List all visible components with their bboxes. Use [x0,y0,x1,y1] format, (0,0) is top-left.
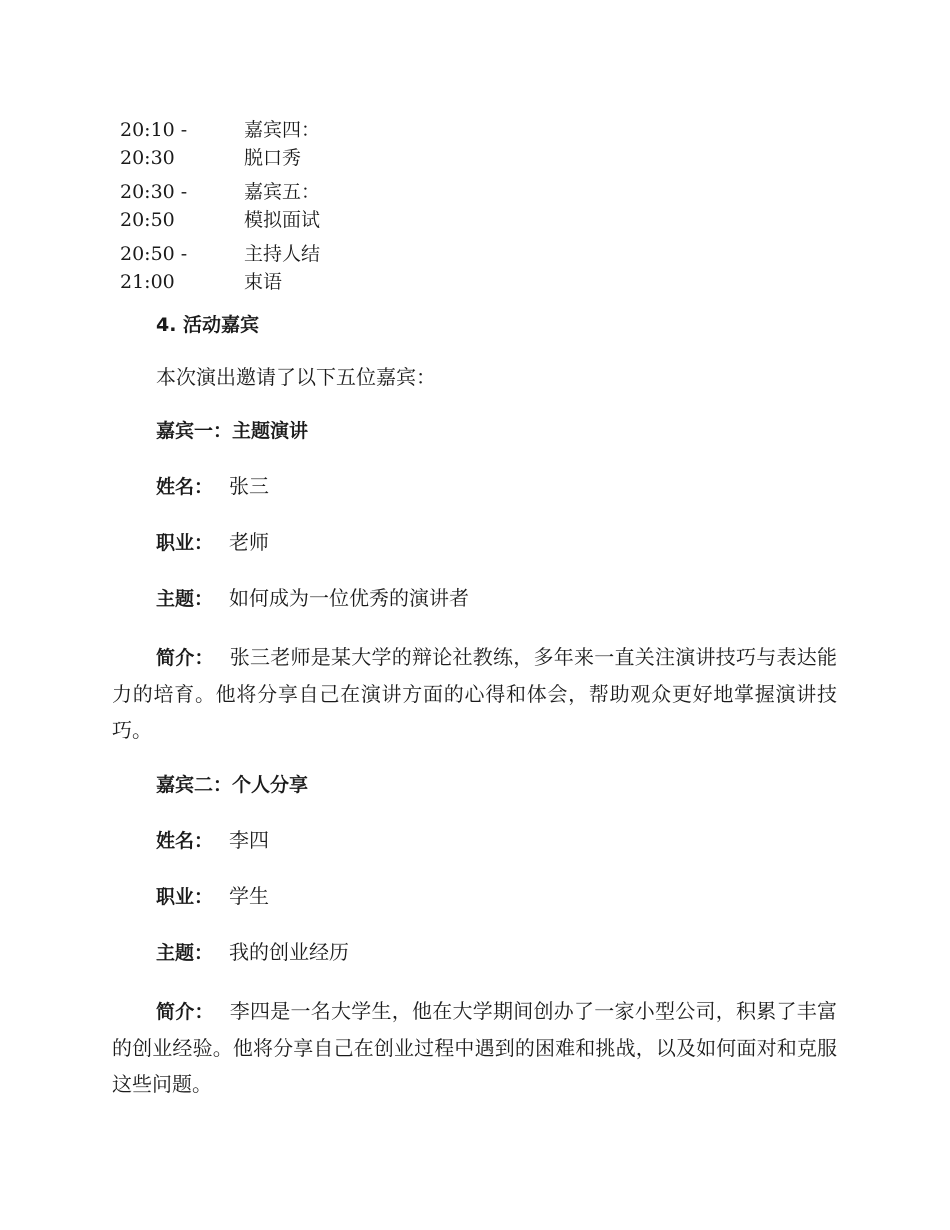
field-value: 老师 [229,530,270,554]
schedule-row [120,116,380,172]
schedule-item [244,178,344,234]
item-line: 嘉宾四： [244,119,321,141]
main-content [112,310,837,1124]
bio-text: 李四是一名大学生，他在大学期间创办了一家小型公司，积累了丰富的创业经验。他将分享自己在创业过程中遇到的困难和挑战，以及如何面对和克服这些问题。 [112,999,837,1096]
item-line: 嘉宾五： [244,181,321,203]
field-label: 姓名： [156,830,214,852]
field-value: 学生 [229,884,270,908]
item-line: 模拟面试 [244,209,321,231]
field-value: 我的创业经历 [229,940,350,964]
field-label: 简介： [156,1001,214,1023]
time-end: 21:00 [120,271,175,293]
item-line: 束语 [244,271,283,293]
schedule-row [120,240,380,296]
guest-heading: 嘉宾二：个人分享 [156,774,309,796]
schedule-time [120,178,244,234]
guest-name-field [156,825,837,856]
field-label: 主题： [156,588,214,610]
field-label: 职业： [156,886,214,908]
schedule-time [120,240,244,296]
section-heading: 4. 活动嘉宾 [156,314,260,336]
field-label: 简介： [156,647,214,669]
schedule-time [120,116,244,172]
field-label: 职业： [156,532,214,554]
field-value: 如何成为一位优秀的演讲者 [229,586,470,610]
field-label: 姓名： [156,476,214,498]
time-start: 20:10 - [120,119,188,141]
time-end: 20:50 [120,209,175,231]
section-intro: 本次演出邀请了以下五位嘉宾： [156,365,436,389]
field-label: 主题： [156,942,214,964]
guest-topic-field [156,937,837,968]
schedule-item [244,116,344,172]
time-start: 20:50 - [120,243,188,265]
schedule-row [120,178,380,234]
guest-topic-field [156,583,837,614]
item-line: 主持人结 [244,243,321,265]
time-end: 20:30 [120,147,175,169]
guest-job-field [156,881,837,912]
time-start: 20:30 - [120,181,188,203]
bio-text: 张三老师是某大学的辩论社教练，多年来一直关注演讲技巧与表达能力的培育。他将分享自己在演讲方面的心得和体会，帮助观众更好地掌握演讲技巧。 [112,645,837,742]
field-value: 张三 [229,474,270,498]
guest-job-field [156,527,837,558]
field-value: 李四 [229,828,270,852]
schedule-table [120,116,380,302]
guest-bio [112,639,837,748]
schedule-item [244,240,344,296]
guest-name-field [156,471,837,502]
item-line: 脱口秀 [244,147,302,169]
guest-heading: 嘉宾一：主题演讲 [156,420,309,442]
guest-bio [112,993,837,1102]
